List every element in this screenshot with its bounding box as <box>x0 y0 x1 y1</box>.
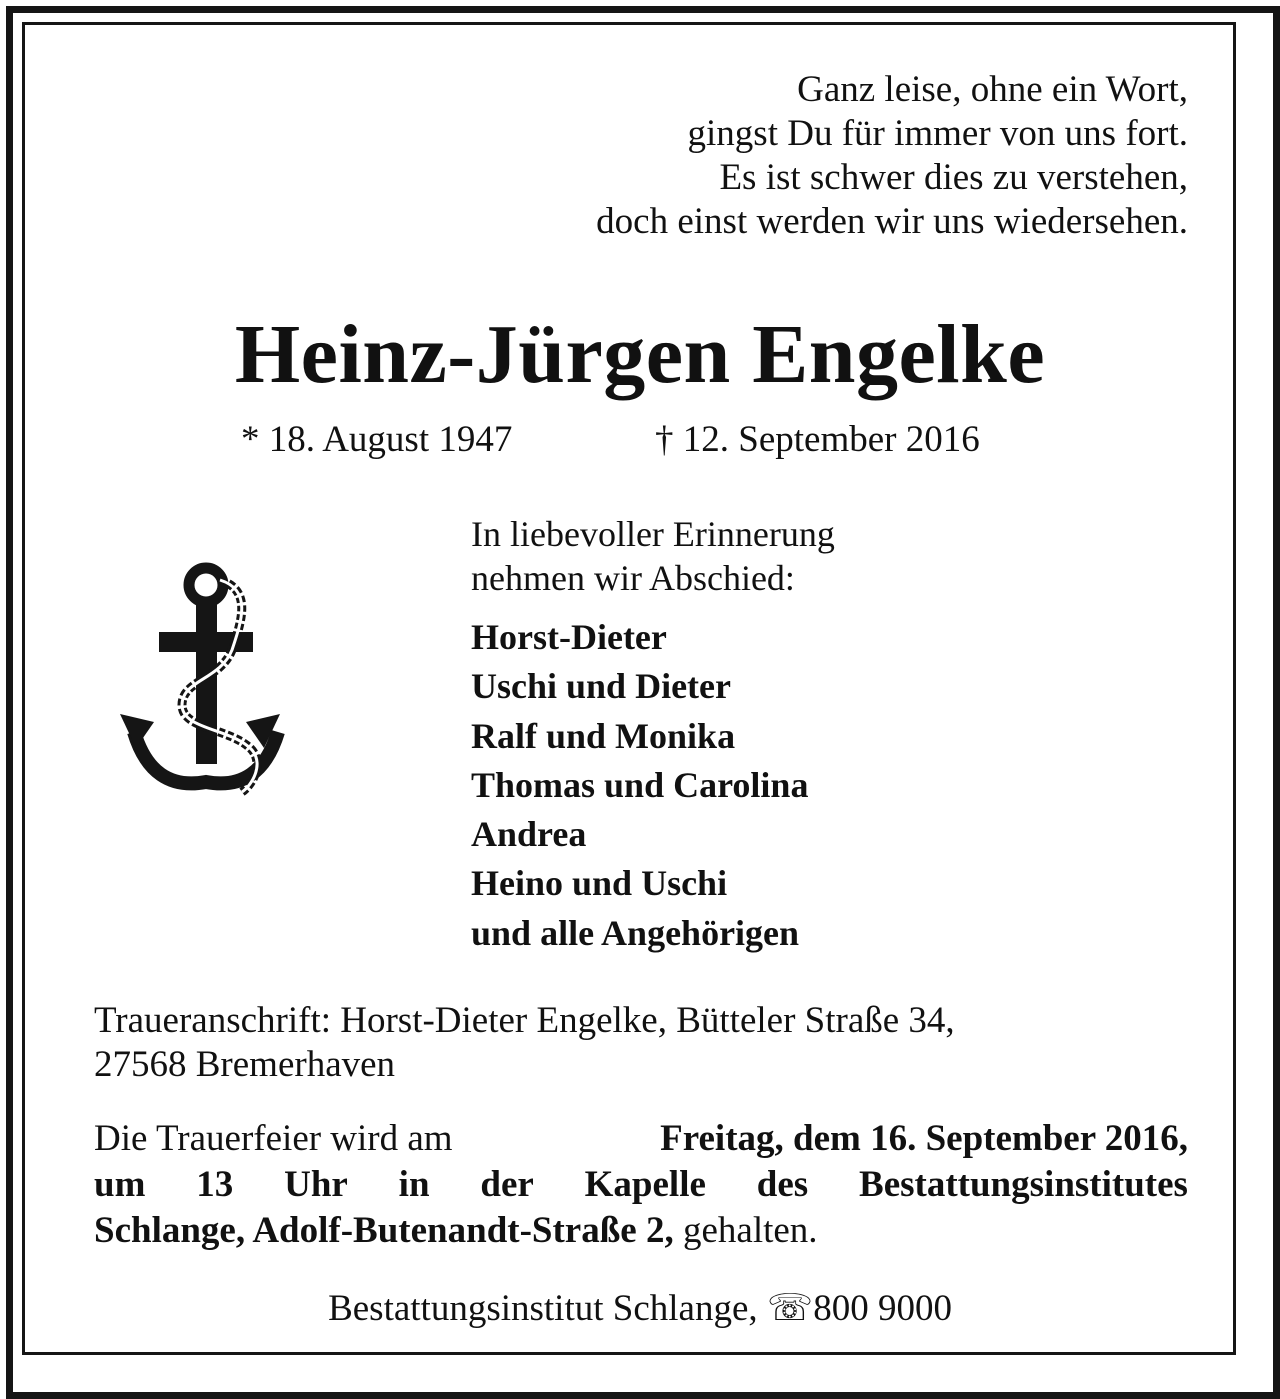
ceremony-line-3 <box>94 1208 1188 1254</box>
ceremony-line-2 <box>94 1162 1188 1208</box>
ceremony-word: 13 <box>196 1164 234 1205</box>
address-line: Traueranschrift: Horst-Dieter Engelke, Bütteler Straße 34, <box>94 1000 955 1041</box>
ceremony-word: in <box>398 1164 430 1205</box>
phone-number: 800 9000 <box>813 1288 952 1329</box>
birth-date: * 18. August 1947 <box>241 419 513 460</box>
deceased-name: Heinz-Jürgen Engelke <box>234 308 1046 401</box>
poem-line: doch einst werden wir uns wiedersehen. <box>596 201 1188 242</box>
list-item: Ralf und Monika <box>471 715 736 756</box>
list-item: Andrea <box>471 814 587 855</box>
death-date: † 12. September 2016 <box>655 419 980 460</box>
ceremony-word: Kapelle <box>584 1164 706 1205</box>
ceremony-notice <box>94 1116 1188 1254</box>
ceremony-word: der <box>480 1164 534 1205</box>
list-item: Horst-Dieter <box>471 617 667 657</box>
intro-line: In liebevoller Erinnerung <box>471 514 835 554</box>
poem-line: Es ist schwer dies zu verstehen, <box>719 157 1188 198</box>
list-item: Uschi und Dieter <box>471 666 731 707</box>
list-item: Thomas und Carolina <box>471 764 809 805</box>
ceremony-lead: Die Trauerfeier wird am <box>94 1118 453 1159</box>
poem-line: Ganz leise, ohne ein Wort, <box>797 69 1188 110</box>
list-item: und alle Angehörigen <box>471 912 800 953</box>
undertaker-name: Bestattungsinstitut Schlange, <box>328 1288 758 1329</box>
poem-line: gingst Du für immer von uns fort. <box>687 113 1188 154</box>
ceremony-place: Schlange, Adolf-Butenandt-Straße 2, <box>94 1210 674 1251</box>
intro-text <box>471 512 835 600</box>
mourning-address <box>94 999 955 1087</box>
ceremony-word: Bestattungsinstitutes <box>859 1164 1188 1205</box>
ceremony-tail: gehalten. <box>682 1210 818 1251</box>
ceremony-date: Freitag, dem 16. September 2016, <box>660 1118 1188 1159</box>
phone-icon: ☏ <box>766 1288 814 1329</box>
address-line: 27568 Bremerhaven <box>94 1044 396 1085</box>
intro-line: nehmen wir Abschied: <box>471 558 795 598</box>
list-item: Heino und Uschi <box>471 863 728 904</box>
ceremony-word: des <box>756 1164 809 1205</box>
ceremony-word: Uhr <box>284 1164 348 1205</box>
poem <box>596 68 1188 244</box>
ceremony-line-1 <box>94 1116 1188 1162</box>
mourners-list <box>471 613 808 958</box>
anchor-icon <box>112 560 288 800</box>
ceremony-word: um <box>94 1164 146 1205</box>
footer <box>0 1287 1280 1331</box>
